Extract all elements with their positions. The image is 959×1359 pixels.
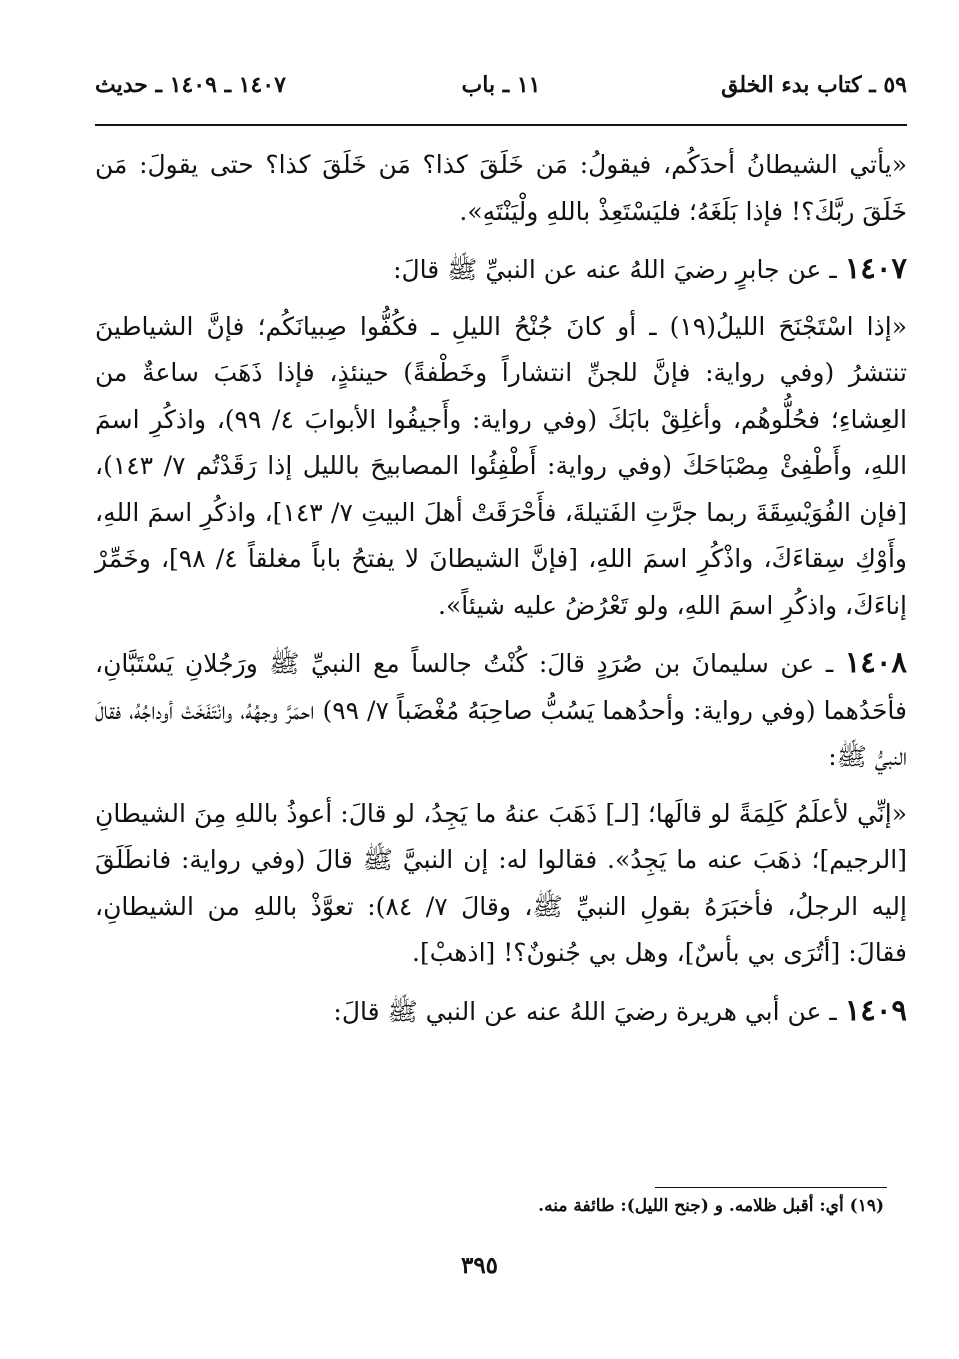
page-number: ٣٩٥ [460,1252,499,1279]
header-hadith-range: ١٤٠٧ ـ ١٤٠٩ ـ حديث [95,72,286,98]
header-book-title: ٥٩ ـ كتاب بدء الخلق [721,72,907,98]
hadith-intro: ـ عن جابرٍ رضيَ اللهُ عنه عن النبيِّ ﷺ قالَ: [393,255,845,284]
header-chapter: ١١ ـ باب [461,72,541,98]
hadith-1407-text: «إذا اسْتَجْنَحَ الليلُ(١٩) ـ أو كانَ جُنْحُ الليلِ ـ فكُفُّوا صِبيانَكُم؛ فإنَّ الشياطينَ تنتشرُ (وفي رواية: فإنَّ للجنِّ انتشاراً وخَطْفةً) حينئذٍ، فإذا ذَهَبَ ساعةٌ من العِشاءِ؛ فحُلُّوهُم، وأغلِقْ بابَكَ (وفي رواية: وأَجيفُوا الأبوابَ ٤/ ٩٩)، واذكُرِ اسمَ اللهِ، وأَطْفِئْ مِصْبَاحَكَ (وفي رواية: أَطْفِئُوا المصابيحَ بالليل إذا رَقَدْتُم ٧/ ١٤٣)، [فإن الفُوَيْسِقَةَ ربما جرَّتِ الفَتيلةَ، فأَحْرَقَتْ أهلَ البيتِ ٧/ ١٤٣]، واذكُرِ اسمَ اللهِ، وأَوْكِ سِقاءَكَ، واذْكُرِ اسمَ اللهِ، [فإنَّ الشيطانَ لا يفتحُ باباً مغلقاً ٤/ ٩٨]، وخَمِّرْ إناءَكَ، واذكُرِ اسمَ اللهِ، ولو تَعْرُضُ عليه شيئاً». [95,311,908,620]
hadith-1408-heading [95,639,907,781]
footnote-rule [655,1187,887,1188]
hadith-number: ١٤٠٧ [844,251,907,285]
hadith-number: ١٤٠٩ [844,992,907,1027]
hadith-1409-heading [95,987,907,1036]
hadith-1408-text: «إنِّي لأعلَمُ كَلِمَةً لو قالَها؛ [لـ] ذَهَبَ عنهُ ما يَجِدُ، لو قالَ: أعوذُ باللهِ مِنَ الشيطانِ [الرجيم]؛ ذهَبَ عنه ما يَجِدُ». فقالوا له: إن النبيَّ ﷺ قالَ (وفي رواية: فانطَلَقَ إليه الرجلُ، فأخبَرَهُ بقولِ النبيِّ ﷺ، وقالَ ٧/ ٨٤): تعوَّذْ باللهِ من الشيطانِ، فقالَ: [أتُرَى بي بأسٌ]، وهل بي جُنونٌ؟! [اذهبْ]. [95,798,907,967]
hadith-number: ١٤٠٨ [844,645,907,679]
hadith-intro: ـ عن سليمانَ بن صُرَدٍ قالَ: كُنْتُ جالساً مع النبيِّ ﷺ ورَجُلانِ يَسْتَبَّانِ، فأحَدُهما (وفي رواية: وأحدُهما يَسُبُّ صاحِبَهُ مُغْضَباً ٧/ ٩٩) احمَرَّ وجهُهُ، وانْتَفَخَتْ أوداجُهُ، فقالَ النبيُّ ﷺ: [95,649,907,771]
hadith-1407-heading [95,245,907,294]
paragraph-continuation: «يأتي الشيطانُ أحدَكُم، فيقولُ: مَن خَلَقَ كذا؟ مَن خَلَقَ كذا؟ حتى يقولَ: مَن خَلَقَ ربَّكَ؟! فإذا بَلَغَهُ؛ فليَسْتَعِذْ باللهِ ولْيَنْتَهِ». [95,150,907,226]
running-header [95,72,907,98]
main-text [95,142,907,1035]
hadith-intro: ـ عن أبي هريرة رضيَ اللهُ عنه عن النبي ﷺ قالَ: [333,996,845,1026]
footnote: (١٩) أي: أقبل ظلامه. و (جنح الليل): طائفة منه. [538,1196,884,1216]
header-rule [95,124,907,126]
